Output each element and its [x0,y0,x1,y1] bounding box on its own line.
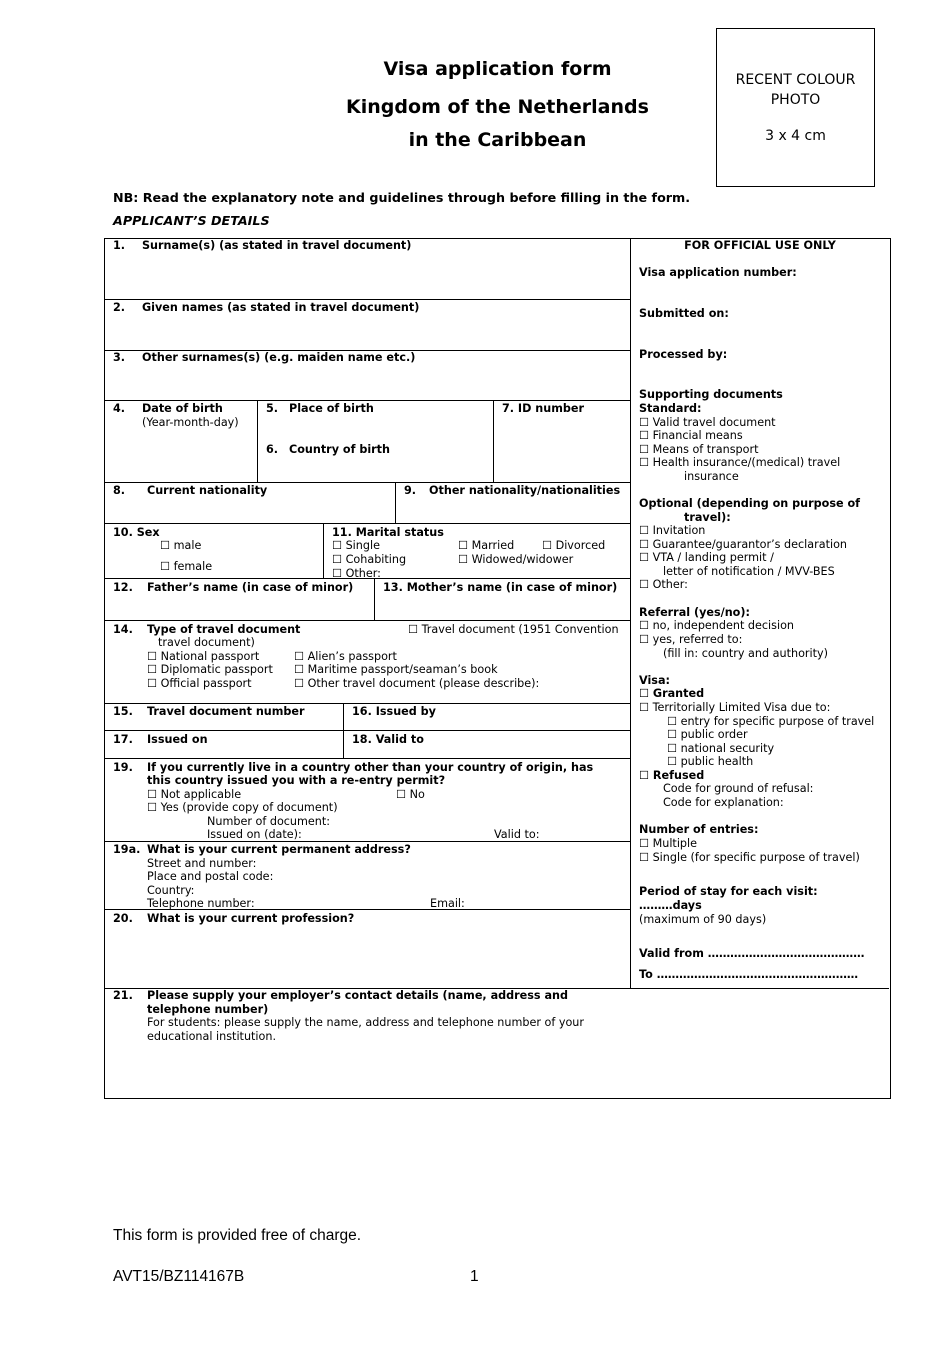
field-17-num: 17. [113,733,133,746]
reentry-yes-checkbox[interactable]: ☐ Yes (provide copy of document) [147,801,338,814]
entries-label: Number of entries: [639,823,759,836]
field-9-num: 9. [404,484,417,497]
other-nationality-label: Other nationality/nationalities [429,484,621,497]
form-code: AVT15/BZ114167B [113,1268,245,1285]
field-20-num: 20. [113,912,133,925]
field-19a-num: 19a. [113,843,141,856]
photo-line-2: PHOTO [770,92,821,108]
visa-label: Visa: [639,674,670,687]
email-label: Email: [430,897,465,910]
field-12-num: 12. [113,581,133,594]
valid-to-label: 18. Valid to [352,733,424,746]
reentry-no-checkbox[interactable]: ☐ No [396,788,425,801]
valid-to-official-label: To ……………………………………………… [639,968,859,981]
reentry-question-a: If you currently live in a country other than your country of origin, has [147,761,594,774]
opt-guarantee-checkbox[interactable]: ☐ Guarantee/guarantor’s declaration [639,538,848,551]
sex-label: 10. Sex [113,526,160,539]
field-15-num: 15. [113,705,133,718]
date-of-birth-hint: (Year-month-day) [142,416,239,429]
std-means-transport-checkbox[interactable]: ☐ Means of transport [639,443,759,456]
visa-refused-checkbox[interactable]: ☐ Refused [639,769,705,782]
travel-doc-convention-cont: travel document) [158,636,255,649]
field-4-num: 4. [113,402,126,415]
maritime-passport-checkbox[interactable]: ☐ Maritime passport/seaman’s book [294,663,498,676]
reentry-question-b: this country issued you with a re-entry permit? [147,774,446,787]
marital-widowed-checkbox[interactable]: ☐ Widowed/widower [458,553,574,566]
opt-other-checkbox[interactable]: ☐ Other: [639,578,688,591]
visa-application-number-label: Visa application number: [639,266,797,279]
referral-no-checkbox[interactable]: ☐ no, independent decision [639,619,795,632]
nb-note: NB: Read the explanatory note and guidelines through before filling in the form. [113,190,691,205]
sex-female-checkbox[interactable]: ☐ female [160,560,213,573]
opt-vta-checkbox[interactable]: ☐ VTA / landing permit / [639,551,774,564]
processed-by-label: Processed by: [639,348,728,361]
field-6-num: 6. [266,443,279,456]
std-valid-travel-doc-checkbox[interactable]: ☐ Valid travel document [639,416,776,429]
opt-invitation-checkbox[interactable]: ☐ Invitation [639,524,706,537]
reentry-issued-on-label: Issued on (date): [207,828,302,841]
std-financial-means-checkbox[interactable]: ☐ Financial means [639,429,743,442]
referral-yes-checkbox[interactable]: ☐ yes, referred to: [639,633,743,646]
field-19-num: 19. [113,761,133,774]
country-label: Country: [147,884,195,897]
valid-from-label: Valid from …………………………………… [639,947,865,960]
fathers-name-label: Father’s name (in case of minor) [147,581,354,594]
marital-other-checkbox[interactable]: ☐ Other: [332,567,381,580]
page-number: 1 [470,1268,479,1285]
max-days-label: (maximum of 90 days) [639,913,767,926]
entries-multiple-checkbox[interactable]: ☐ Multiple [639,837,698,850]
photo-line-1: RECENT COLOUR [735,72,856,88]
limited-purpose-checkbox[interactable]: ☐ entry for specific purpose of travel [667,715,875,728]
field-1-num: 1. [113,239,126,252]
refusal-ground-label: Code for ground of refusal: [663,782,814,795]
street-label: Street and number: [147,857,257,870]
supporting-docs-label: Supporting documents [639,388,783,401]
marital-status-label: 11. Marital status [332,526,444,539]
visa-granted-checkbox[interactable]: ☐ Granted [639,687,705,700]
form-subtitle-2: in the Caribbean [408,129,587,151]
travel-doc-convention-checkbox[interactable]: ☐ Travel document (1951 Convention [408,623,619,636]
field-14-num: 14. [113,623,133,636]
place-postal-label: Place and postal code: [147,870,274,883]
days-label: ………days [639,899,702,912]
field-21-num: 21. [113,989,133,1002]
official-passport-checkbox[interactable]: ☐ Official passport [147,677,252,690]
referral-label: Referral (yes/no): [639,606,750,619]
country-of-birth-label: Country of birth [289,443,390,456]
employer-question-a: Please supply your employer’s contact details (name, address and [147,989,568,1002]
limited-public-order-checkbox[interactable]: ☐ public order [667,728,748,741]
opt-vta-cont: letter of notification / MVV-BES [663,565,835,578]
form-subtitle-1: Kingdom of the Netherlands [346,96,649,118]
issued-by-label: 16. Issued by [352,705,436,718]
photo-size: 3 x 4 cm [765,128,826,144]
optional-label-a: Optional (depending on purpose of [639,497,861,510]
telephone-label: Telephone number: [147,897,255,910]
profession-question: What is your current profession? [147,912,355,925]
photo-box [716,28,875,187]
submitted-on-label: Submitted on: [639,307,729,320]
marital-single-checkbox[interactable]: ☐ Single [332,539,380,552]
sex-male-checkbox[interactable]: ☐ male [160,539,202,552]
optional-label-b: travel): [684,511,731,524]
field-5-num: 5. [266,402,279,415]
form-title: Visa application form [383,58,612,80]
referral-fill-in: (fill in: country and authority) [663,647,828,660]
entries-single-checkbox[interactable]: ☐ Single (for specific purpose of travel) [639,851,860,864]
students-note-a: For students: please supply the name, address and telephone number of your [147,1016,584,1029]
reentry-doc-number-label: Number of document: [207,815,331,828]
marital-divorced-checkbox[interactable]: ☐ Divorced [542,539,606,552]
marital-cohabiting-checkbox[interactable]: ☐ Cohabiting [332,553,407,566]
field-8-num: 8. [113,484,126,497]
refusal-explanation-label: Code for explanation: [663,796,784,809]
std-health-insurance-cont: insurance [684,470,739,483]
free-of-charge-note: This form is provided free of charge. [113,1227,362,1244]
employer-question-b: telephone number) [147,1003,269,1016]
surname-label: Surname(s) (as stated in travel document) [142,239,412,252]
standard-label: Standard: [639,402,702,415]
current-nationality-label: Current nationality [147,484,268,497]
marital-married-checkbox[interactable]: ☐ Married [458,539,515,552]
other-travel-doc-checkbox[interactable]: ☐ Other travel document (please describe): [294,677,540,690]
period-of-stay-label: Period of stay for each visit: [639,885,818,898]
limited-national-security-checkbox[interactable]: ☐ national security [667,742,775,755]
address-question: What is your current permanent address? [147,843,411,856]
travel-doc-type-label: Type of travel document [147,623,301,636]
place-of-birth-label: Place of birth [289,402,374,415]
mothers-name-label: 13. Mother’s name (in case of minor) [383,581,618,594]
reentry-not-applicable-checkbox[interactable]: ☐ Not applicable [147,788,242,801]
diplomatic-passport-checkbox[interactable]: ☐ Diplomatic passport [147,663,273,676]
field-2-num: 2. [113,301,126,314]
given-names-label: Given names (as stated in travel document) [142,301,420,314]
std-health-insurance-checkbox[interactable]: ☐ Health insurance/(medical) travel [639,456,841,469]
aliens-passport-checkbox[interactable]: ☐ Alien’s passport [294,650,397,663]
reentry-valid-to-label: Valid to: [494,828,540,841]
date-of-birth-label: Date of birth [142,402,223,415]
travel-doc-number-label: Travel document number [147,705,305,718]
national-passport-checkbox[interactable]: ☐ National passport [147,650,260,663]
other-surnames-label: Other surnames(s) (e.g. maiden name etc.) [142,351,416,364]
students-note-b: educational institution. [147,1030,277,1043]
official-use-header: FOR OFFICIAL USE ONLY [684,239,836,252]
id-number-label: 7. ID number [502,402,584,415]
limited-public-health-checkbox[interactable]: ☐ public health [667,755,754,768]
field-3-num: 3. [113,351,126,364]
section-title: APPLICANT’S DETAILS [113,213,270,228]
issued-on-label: Issued on [147,733,208,746]
visa-limited-checkbox[interactable]: ☐ Territorially Limited Visa due to: [639,701,831,714]
